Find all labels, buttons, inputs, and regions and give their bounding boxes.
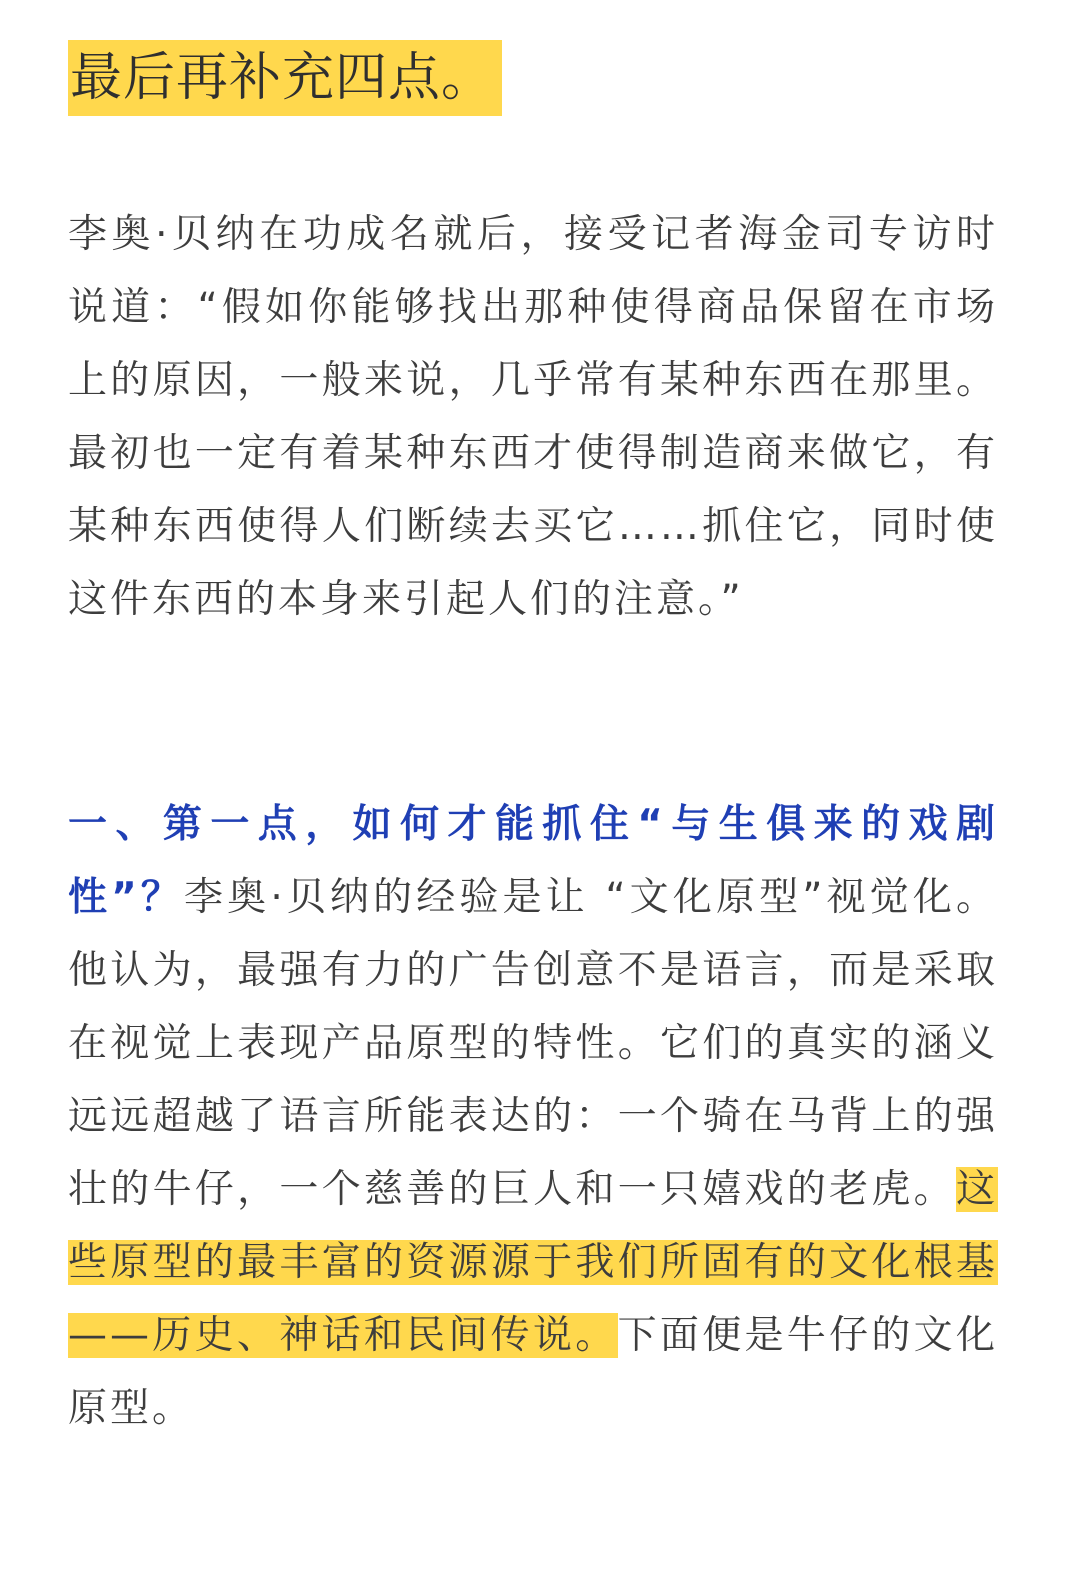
point-one-title: 一、第一点，如何才能抓住“与生俱来的戏剧性”？ <box>68 802 998 920</box>
point-one-paragraph <box>68 788 998 1445</box>
highlighted-sentence: 这些原型的最丰富的资源源于我们所固有的文化根基——历史、神话和民间传说。 <box>68 1167 998 1358</box>
page-title: 最后再补充四点。 <box>68 40 502 116</box>
point-one-closing: 下面便是牛仔的文化原型。 <box>68 1313 998 1431</box>
quote-paragraph: 李奥·贝纳在功成名就后，接受记者海金司专访时说道：“假如你能够找出那种使得商品保留在市场上的原因，一般来说，几乎常有某种东西在那里。最初也一定有着某种东西才使得制造商来做它，有某种东西使得人们断续去买它……抓住它，同时使这件东西的本身来引起人们的注意。” <box>68 212 998 622</box>
point-one-body: 李奥·贝纳的经验是让 “文化原型”视觉化。他认为，最强有力的广告创意不是语言，而是采取在视觉上表现产品原型的特性。它们的真实的涵义远远超越了语言所能表达的：一个骑在马背上的强壮的牛仔，一个慈善的巨人和一只嬉戏的老虎。 <box>68 875 998 1212</box>
